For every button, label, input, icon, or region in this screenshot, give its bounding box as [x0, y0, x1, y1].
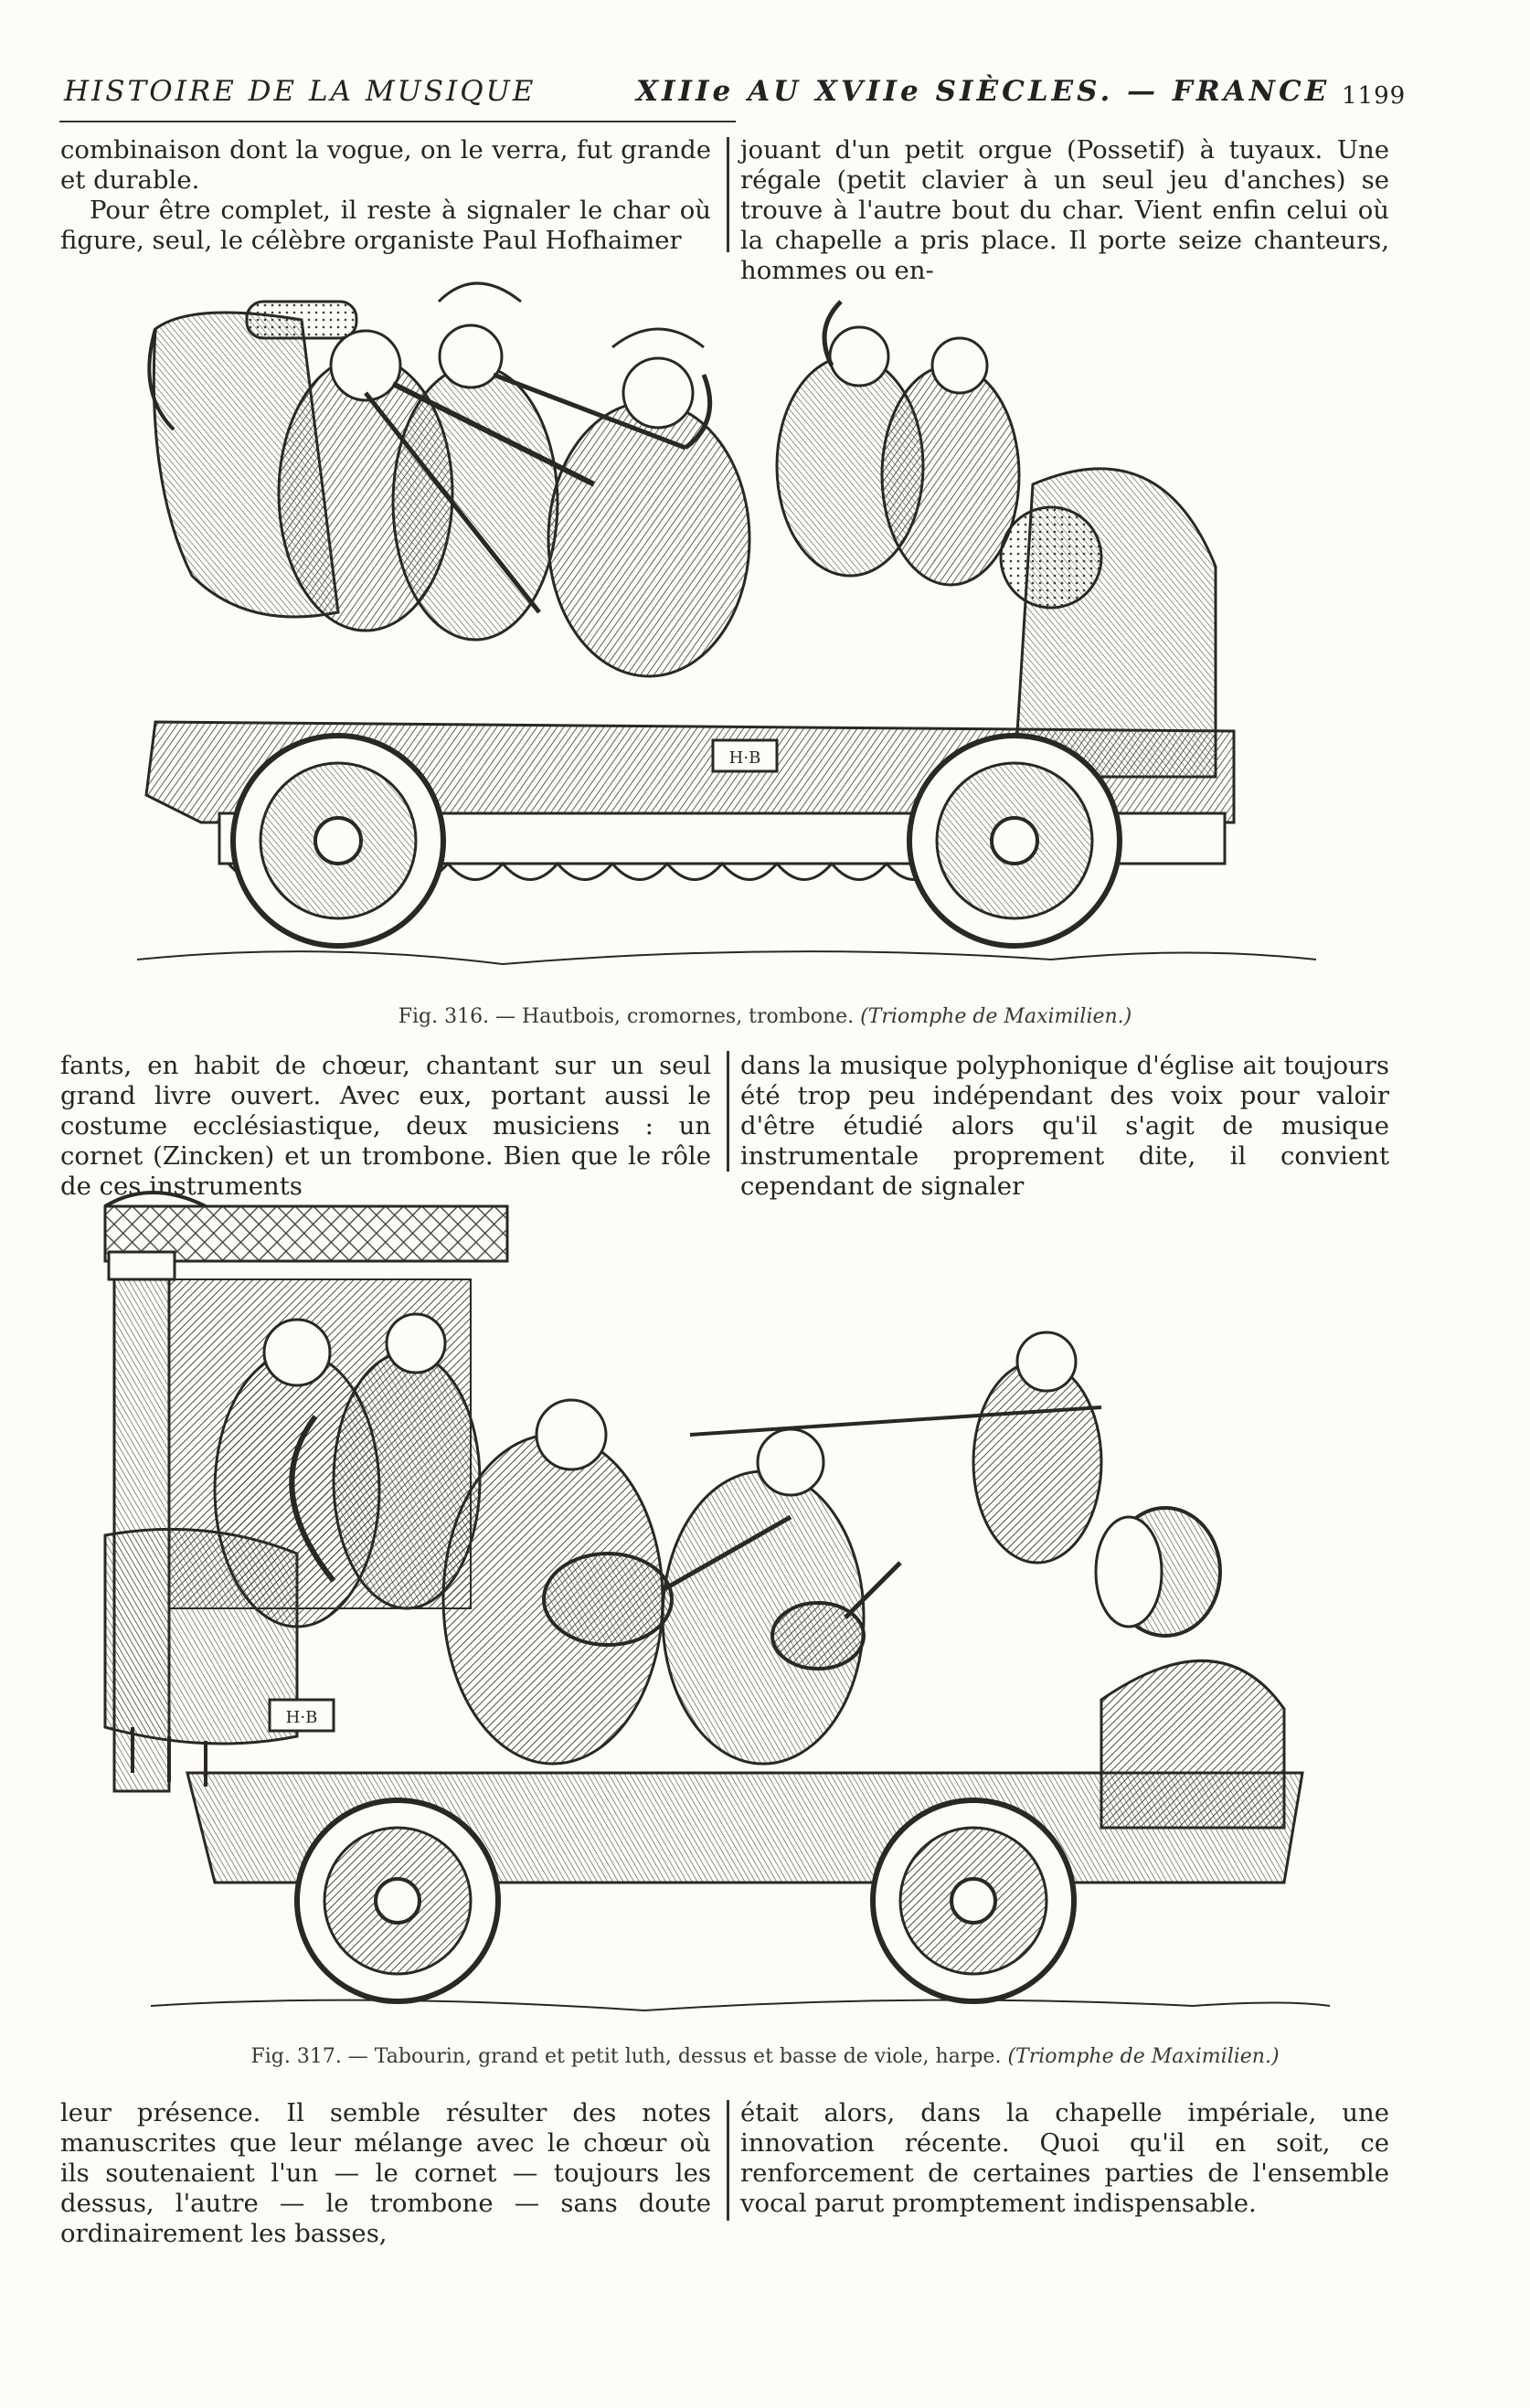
front-wheel: [233, 736, 443, 946]
caption-text: Fig. 316. — Hautbois, cromornes, trombone.: [398, 1005, 855, 1028]
rear-wheel: [873, 1800, 1074, 2001]
header-rule: [59, 121, 736, 122]
figure-317-caption: [0, 2045, 1530, 2068]
figure-316-engraving: [137, 265, 1353, 996]
paragraph: était alors, dans la chapelle impériale, une innovation récente. Quoi qu'il en soit, ce renforcement de certaines parties de l'ensemble vocal parut promptement indispensable.: [740, 2098, 1389, 2218]
paragraph: fants, en habit de chœur, chantant sur un seul grand livre ouvert. Avec eux, portant aussi le costume ecclésiastique, deux musiciens : un cornet (Zincken) et un trombone. Bien que le rôle de ces instruments: [60, 1051, 711, 1201]
caption-text: Fig. 317. — Tabourin, grand et petit luth, dessus et basse de viole, harpe.: [250, 2045, 1002, 2068]
bottom-right-column: [740, 2098, 1389, 2219]
chariot-engraving-luths: [96, 1188, 1376, 2029]
running-header-title: HISTOIRE DE LA MUSIQUE: [64, 75, 537, 108]
engraver-monogram: H·B: [728, 748, 761, 768]
paragraph: leur présence. Il semble résulter des notes manuscrites que leur mélange avec le chœur où ils soutenaient l'un — le cornet — toujours les dessus, l'autre — le trombone — sans doute ordinairement les basses,: [60, 2098, 711, 2248]
column-divider: [727, 2100, 729, 2221]
top-left-column: [60, 135, 711, 256]
running-header-section: XIIIe AU XVIIe SIÈCLES. — FRANCE: [636, 75, 1331, 108]
bottom-left-column: [60, 2098, 711, 2249]
paragraph: dans la musique polyphonique d'église ait toujours été trop peu indépendant des voix pour valoir d'être étudié alors qu'il s'agit de musique instrumentale proprement dite, il convient cependant de signaler: [740, 1051, 1389, 1201]
caption-source: (Triomphe de Maximilien.): [1007, 2045, 1280, 2068]
column-divider: [727, 1051, 729, 1172]
figure-316-caption: [0, 1005, 1530, 1028]
middle-right-column: [740, 1051, 1389, 1202]
page-number: 1199: [1342, 82, 1407, 110]
column-divider: [727, 137, 729, 252]
chariot-engraving-hautbois: [137, 265, 1353, 996]
caption-source: (Triomphe de Maximilien.): [860, 1005, 1132, 1028]
middle-left-column: [60, 1051, 711, 1202]
paragraph: Pour être complet, il reste à signaler le char où figure, seul, le célèbre organiste Paul Hofhaimer: [60, 196, 711, 255]
front-wheel: [297, 1800, 498, 2001]
paragraph: combinaison dont la vogue, on le verra, fut grande et durable.: [60, 135, 711, 195]
paragraph: jouant d'un petit orgue (Possetif) à tuyaux. Une régale (petit clavier à un seul jeu d'anches) se trouve à l'autre bout du char. Vient enfin celui où la chapelle a pris place. Il porte seize chanteurs, hommes ou en-: [740, 135, 1389, 285]
rear-wheel: [909, 736, 1120, 946]
drum: [1096, 1508, 1220, 1636]
engraver-monogram: H·B: [285, 1708, 318, 1727]
figure-317-engraving: [96, 1188, 1376, 2029]
top-right-column: [740, 135, 1389, 286]
